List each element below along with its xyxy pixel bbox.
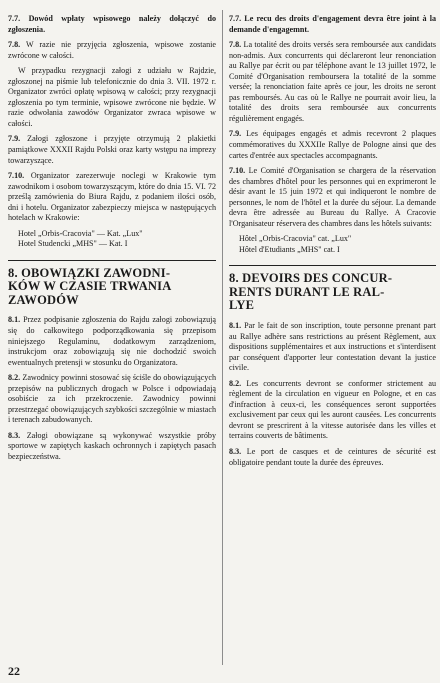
hotel-list-fr <box>239 234 436 255</box>
paragraph-text: Załogi obowiązane są wykonywać wszystkie próby sportowe w zapiętych kaskach ochronnych i zapiętych pasach bezpieczeństwa. <box>8 430 216 461</box>
paragraph-text: Załogi zgłoszone i przyjęte otrzymują 2 plakietki pamiątkowe XXXII Rajdu Polski oraz karty wstępu na imprezy towarzyszące. <box>8 134 216 165</box>
paragraph-text: Les concurrents devront se conformer strictement au règlement de la circulation en vigueur en Pologne, et en cas d'infraction à ceux-ci, les conséquences seront supportées exclusivement par ceux qui les auront causées. Les concurrents devront se prescrirent à la vitesse autorisée dans les villes et terrains couverts de bâtiments. <box>229 378 436 441</box>
heading-line: KÓW W CZASIE TRWANIA <box>8 279 172 294</box>
column-divider <box>222 10 223 665</box>
paragraph-number: 7.8. <box>229 40 242 50</box>
paragraph-8-1-fr <box>229 321 436 374</box>
heading-line: ZAWODÓW <box>8 292 79 307</box>
paragraph-8-3-fr <box>229 447 436 468</box>
heading-line: LYE <box>229 298 255 313</box>
paragraph-7-8b-pl: W przypadku rezygnacji załogi z udziału w Rajdzie, zgłoszonej na piśmie lub telefonicznie do dnia 3. VII. 1972 r. Organizator zwróci opłatę wpisową w całości; przy rezygnacji zgłoszenia po tym terminie, wpisowe zwrócone nie będzie. W razie odwołania zawodów Organizator zwraca wpisowe w całości. <box>8 66 216 128</box>
paragraph-number: 7.9. <box>8 134 21 144</box>
page-number: 22 <box>8 664 20 678</box>
paragraph-7-8-fr <box>229 40 436 124</box>
paragraph-number: 7.10. <box>229 166 246 176</box>
paragraph-7-9-pl <box>8 134 216 166</box>
hotel-item: Hotel Studencki „MHS" — Kat. I <box>18 239 128 249</box>
paragraph-number: 8.1. <box>229 320 242 330</box>
paragraph-text: Zawodnicy powinni stosować się ściśle do obowiązujących przepisów na publicznych drogach w Polsce i odpowiadają osobiście za ich przekroczenie. Zawodnicy powinni przestrzegać obowiązujących szybkości szczególnie w miastach i terenach zabudowanych. <box>8 373 216 425</box>
section-8-heading-pl <box>8 267 216 308</box>
paragraph-8-1-pl <box>8 315 216 368</box>
paragraph-number: 8.2. <box>229 378 242 388</box>
section-8-heading-fr <box>229 272 436 313</box>
hotel-list-pl <box>18 229 216 250</box>
section-divider <box>229 265 436 266</box>
paragraph-7-7-pl: 7.7. Dowód wpłaty wpisowego należy dołączyć do zgłoszenia. <box>8 14 216 34</box>
paragraph-text: Le port de casques et de ceintures de sécurité est obligatoire pendant toute la durée des épreuves. <box>229 447 436 467</box>
paragraph-number: 8.3. <box>229 447 242 456</box>
paragraph-text: Les équipages engagés et admis recevront 2 plaques commémoratives du XXXIIe Rallye de Pologne ainsi que des cartes d'entrée aux spectacles accompagnants. <box>229 129 436 160</box>
paragraph-text: Organizator zarezerwuje noclegi w Krakowie tym zawodnikom i osobom towarzyszącym, które do dnia 15. VI. 72 prześlą zamówienia do Biura Rajdu, z podaniem ilości osób, dni i hotelu. Organizator zabezpieczy miejsca w następujących hotelach w Krakowie: <box>8 171 216 223</box>
heading-line: 8. DEVOIRS DES CONCUR- <box>229 271 393 286</box>
paragraph-8-2-pl <box>8 373 216 426</box>
section-divider <box>8 260 216 261</box>
paragraph-text: La totalité des droits versés sera remboursée aux candidats non-admis. Aux concurrents qui déclareront leur renonciation au Rallye par écrit ou par téléphone avant le 13 juillet 1972, le Comité d'Organisation remboursera la totalité de la somme versée; la renonciation faite après ce jour, les droits ne seront pas remboursés. Au cas où le Rallye ne pourrait avoir lieu, la totalité des droits sera remboursée aux concurrents régulièrement engagés. <box>229 40 436 123</box>
paragraph-7-9-fr <box>229 129 436 161</box>
paragraph-number: 7.9. <box>229 129 242 139</box>
heading-line: 8. OBOWIĄZKI ZAWODNI- <box>8 265 171 280</box>
paragraph-number: 7.8. <box>8 40 21 50</box>
paragraph-text: Par le fait de son inscription, toute personne prenant part au Rallye adhère sans restrictions au présent Règlement, aux dispositions supplémentaires et aux instructions et s'interdisent par conséquent d'apporter leur contestation devant la justice civile. <box>229 320 436 373</box>
paragraph-7-8-pl <box>8 40 216 61</box>
paragraph-number: 8.3. <box>8 430 21 440</box>
paragraph-text: W razie nie przyjęcia zgłoszenia, wpisowe zostanie zwrócone w całości. <box>8 40 216 60</box>
paragraph-8-2-fr <box>229 379 436 442</box>
paragraph-text: Le Comité d'Organisation se chargera de la réservation des chambres d'hôtel pour les personnes qui en exprimeront le désir avant le 15 juin 1972 et qui indiqueront le nombre de personnes, le nom de l'hôtel et la durée du séjour. La demande devra être adressée au Bureau du Rallye. A Cracovie l'Organisateur réservera des chambres dans les hôtels suivants: <box>229 166 436 228</box>
polish-column <box>8 14 216 468</box>
heading-line: RENTS DURANT LE RAL- <box>229 284 385 299</box>
paragraph-7-7-fr: 7.7. Le recu des droits d'engagement devra être joint à la demande d'engagemnt. <box>229 14 436 34</box>
hotel-item: Hotel „Orbis-Cracovia" — Kat. „Lux" <box>18 228 143 238</box>
paragraph-number: 8.1. <box>8 315 21 325</box>
paragraph-text: Przez podpisanie zgłoszenia do Rajdu załogi zobowiązują się do całkowitego podporządkowania się przepisom niniejszego Regulaminu, dodatkowym zarządzeniom, instrukcjom oraz zobowiązują się nie dochodzić swoich ewentualnych pretensji w stosunku do Organizatora. <box>8 315 216 367</box>
hotel-item: Hôtel d'Etudiants „MHS" cat. I <box>239 244 340 254</box>
paragraph-number: 7.10. <box>8 171 25 181</box>
paragraph-8-3-pl <box>8 431 216 463</box>
paragraph-number: 8.2. <box>8 373 21 383</box>
paragraph-7-10-fr <box>229 166 436 229</box>
french-column <box>229 14 436 473</box>
paragraph-7-10-pl <box>8 171 216 224</box>
hotel-item: Hôtel „Orbis-Cracovia" cat. „Lux" <box>239 234 352 244</box>
